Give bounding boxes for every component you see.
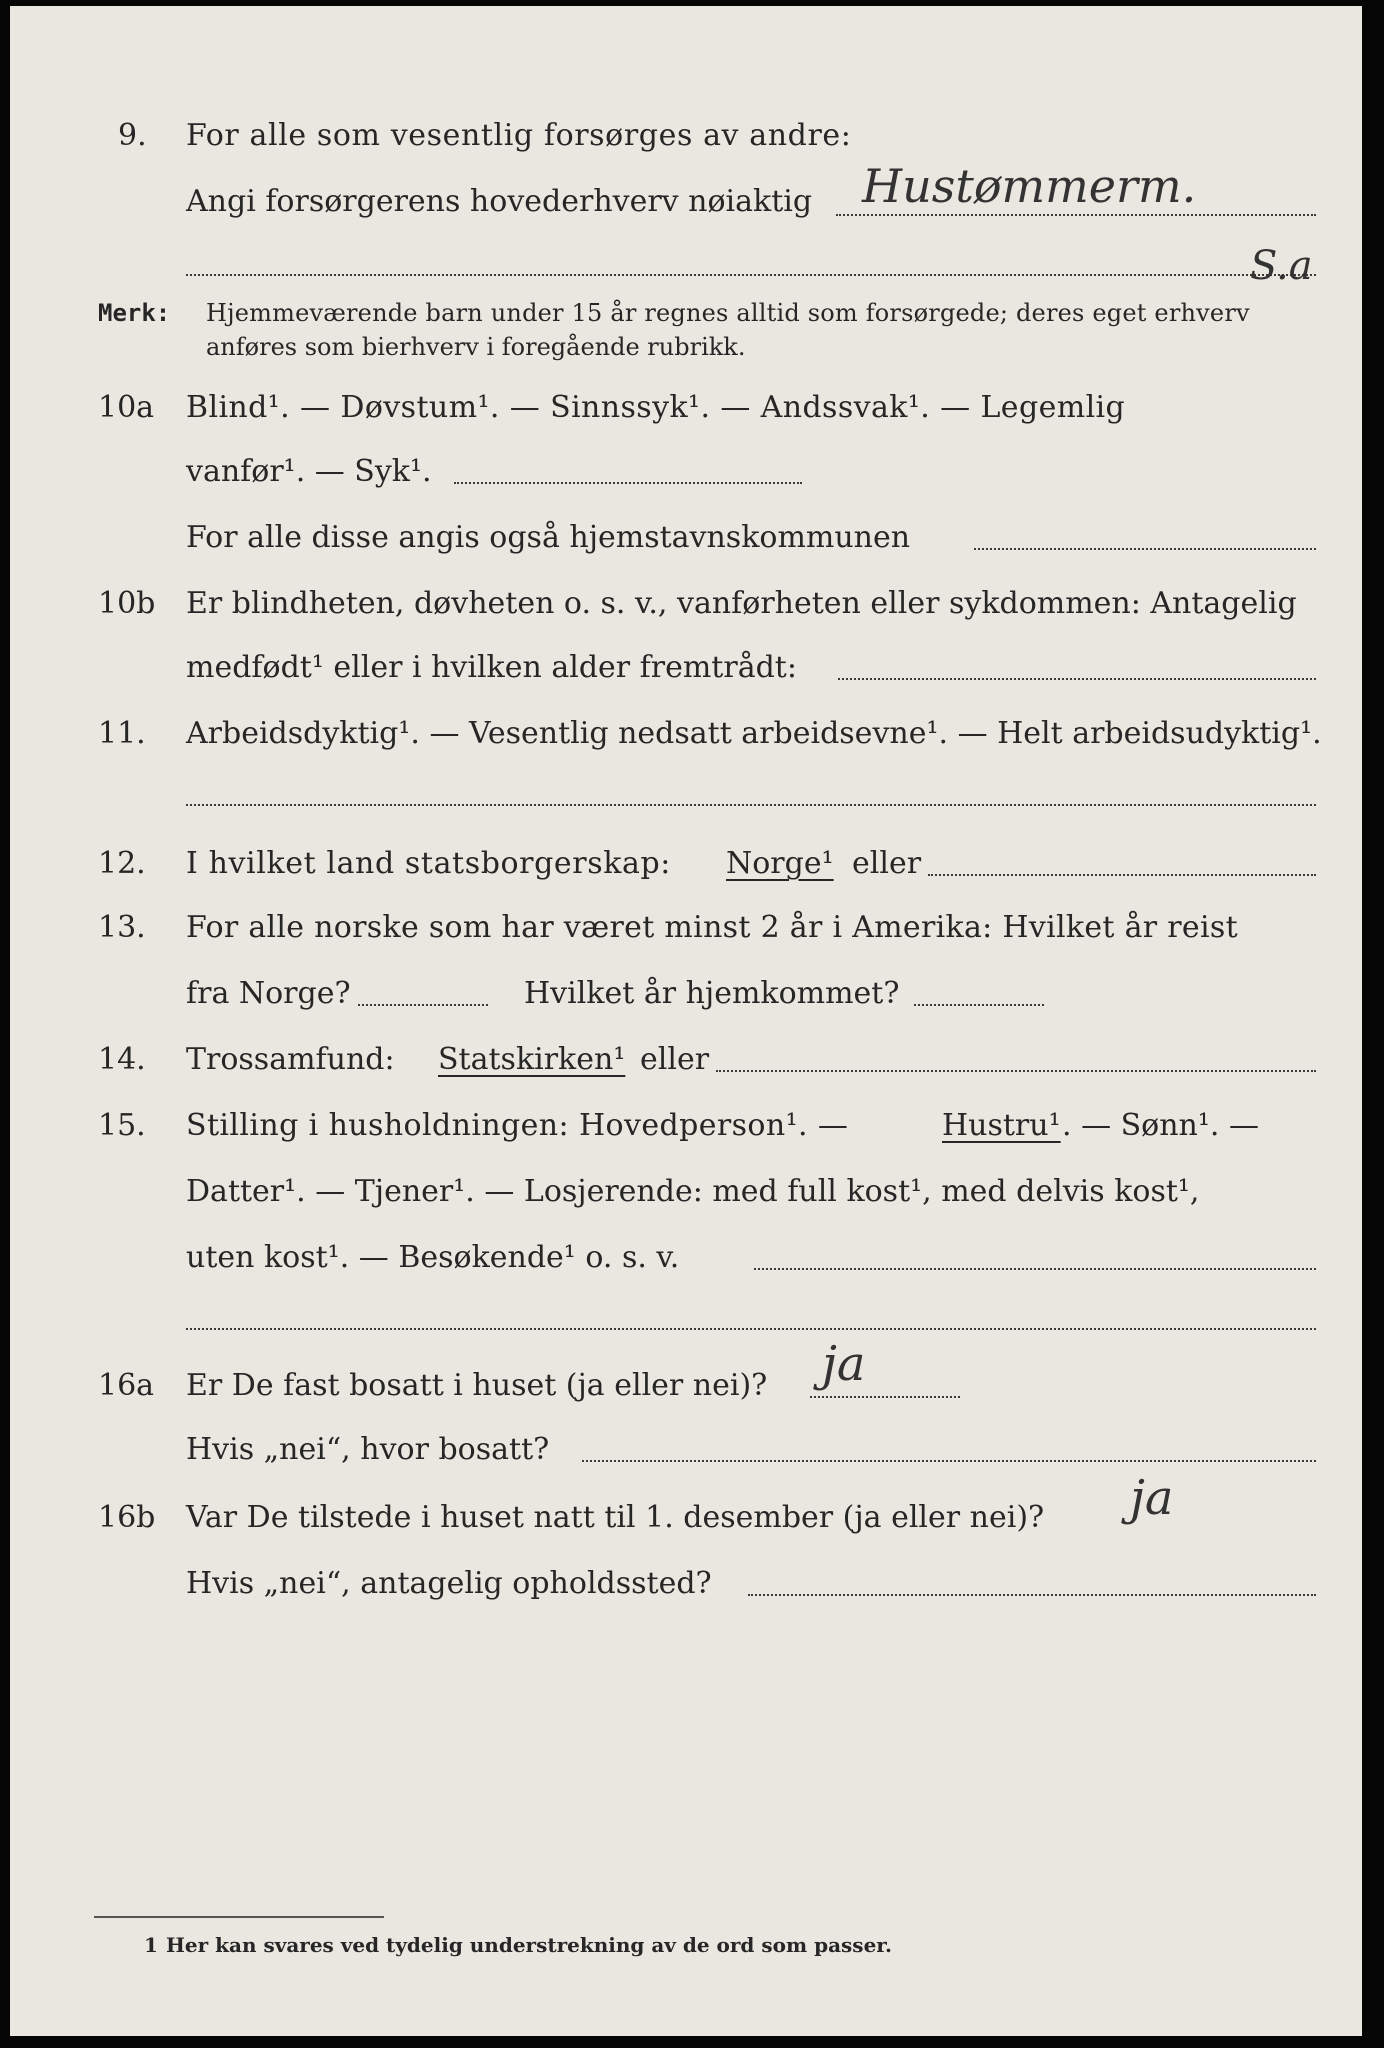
q16a-line2: Hvis „nei“, hvor bosatt?	[186, 1432, 550, 1467]
q13-number: 13.	[98, 910, 146, 945]
q13-hjemkommet-line	[914, 1004, 1044, 1006]
q16a-handwritten-answer: ja	[822, 1336, 866, 1392]
q15-line1b: . — Sønn¹. —	[1062, 1108, 1259, 1143]
q14-suffix: eller	[640, 1042, 710, 1077]
q15-line1a: Stilling i husholdningen: Hovedperson¹. —	[186, 1108, 849, 1143]
q14-statskirken-underlined: Statskirken¹	[438, 1042, 626, 1077]
q15-number: 15.	[98, 1108, 146, 1143]
q14-number: 14.	[98, 1042, 146, 1077]
q11-number: 11.	[98, 716, 146, 751]
q9-second-line	[186, 274, 1316, 276]
q9-line1: For alle som vesentlig forsørges av andre:	[186, 118, 852, 153]
q16a-answer-line	[810, 1396, 960, 1398]
q15-hustru-underlined: Hustru¹	[942, 1108, 1061, 1143]
footnote-text: Her kan svares ved tydelig understrekning av de ord som passer.	[166, 1933, 892, 1957]
q11-line1: Arbeidsdyktig¹. — Vesentlig nedsatt arbeidsevne¹. — Helt arbeidsudyktig¹.	[186, 716, 1322, 751]
q10a-number: 10a	[98, 390, 155, 425]
q13-reist-line	[358, 1004, 488, 1006]
q9-line2: Angi forsørgerens hovederhverv nøiaktig	[186, 184, 813, 219]
q10b-answer-line	[838, 678, 1316, 680]
census-form-page	[10, 6, 1362, 2036]
q16a-line1: Er De fast bosatt i huset (ja eller nei)?	[186, 1368, 768, 1403]
q10b-number: 10b	[98, 586, 156, 621]
q13-line2a: fra Norge?	[186, 976, 351, 1011]
q16a-bosatt-line	[582, 1460, 1316, 1462]
q15-line2: Datter¹. — Tjener¹. — Losjerende: med full kost¹, med delvis kost¹,	[186, 1174, 1200, 1209]
q10a-line3: For alle disse angis også hjemstavnskommunen	[186, 520, 911, 555]
q9-answer-line	[836, 214, 1316, 216]
q10a-line1: Blind¹. — Døvstum¹. — Sinnssyk¹. — Andssvak¹. — Legemlig	[186, 390, 1126, 425]
q10a-kommune-line	[974, 548, 1316, 550]
q10b-line1: Er blindheten, døvheten o. s. v., vanførheten eller sykdommen: Antagelig	[186, 586, 1297, 621]
q12-prefix: I hvilket land statsborgerskap:	[186, 846, 671, 881]
q9-handwritten-mark: S.a	[1250, 243, 1313, 289]
q16b-number: 16b	[98, 1500, 156, 1535]
q13-line1: For alle norske som har været minst 2 år i Amerika: Hvilket år reist	[186, 910, 1238, 945]
q12-number: 12.	[98, 846, 146, 881]
q16b-handwritten-answer: ja	[1130, 1470, 1174, 1526]
q15-line3: uten kost¹. — Besøkende¹ o. s. v.	[186, 1240, 680, 1275]
q11-answer-line	[186, 804, 1316, 806]
q16b-line2: Hvis „nei“, antagelig opholdssted?	[186, 1566, 712, 1601]
q15-second-line	[186, 1328, 1316, 1330]
merk-line1: Hjemmeværende barn under 15 år regnes alltid som forsørgede; deres eget erhverv	[206, 299, 1250, 327]
footnote-rule	[94, 1916, 384, 1918]
q10a-syk-line	[454, 482, 802, 484]
q15-answer-line	[754, 1268, 1316, 1270]
merk-label: Merk:	[98, 299, 171, 327]
q14-answer-line	[716, 1070, 1316, 1072]
q12-answer-line	[928, 874, 1316, 876]
q12-suffix: eller	[852, 846, 922, 881]
merk-line2: anføres som bierhverv i foregående rubrikk.	[206, 333, 746, 361]
q16b-opholdssted-line	[748, 1594, 1316, 1596]
q16b-line1: Var De tilstede i huset natt til 1. desember (ja eller nei)?	[186, 1500, 1045, 1535]
q12-norge-underlined: Norge¹	[726, 846, 834, 881]
q10b-line2: medfødt¹ eller i hvilken alder fremtrådt:	[186, 650, 797, 685]
footnote-mark: 1	[144, 1933, 158, 1957]
q9-number: 9.	[118, 118, 147, 153]
q13-line2b: Hvilket år hjemkommet?	[524, 976, 900, 1011]
q10a-line2: vanfør¹. — Syk¹.	[186, 454, 432, 489]
q14-prefix: Trossamfund:	[186, 1042, 395, 1077]
q16a-number: 16a	[98, 1368, 155, 1403]
q9-handwritten-answer: Hustømmerm.	[862, 159, 1197, 213]
